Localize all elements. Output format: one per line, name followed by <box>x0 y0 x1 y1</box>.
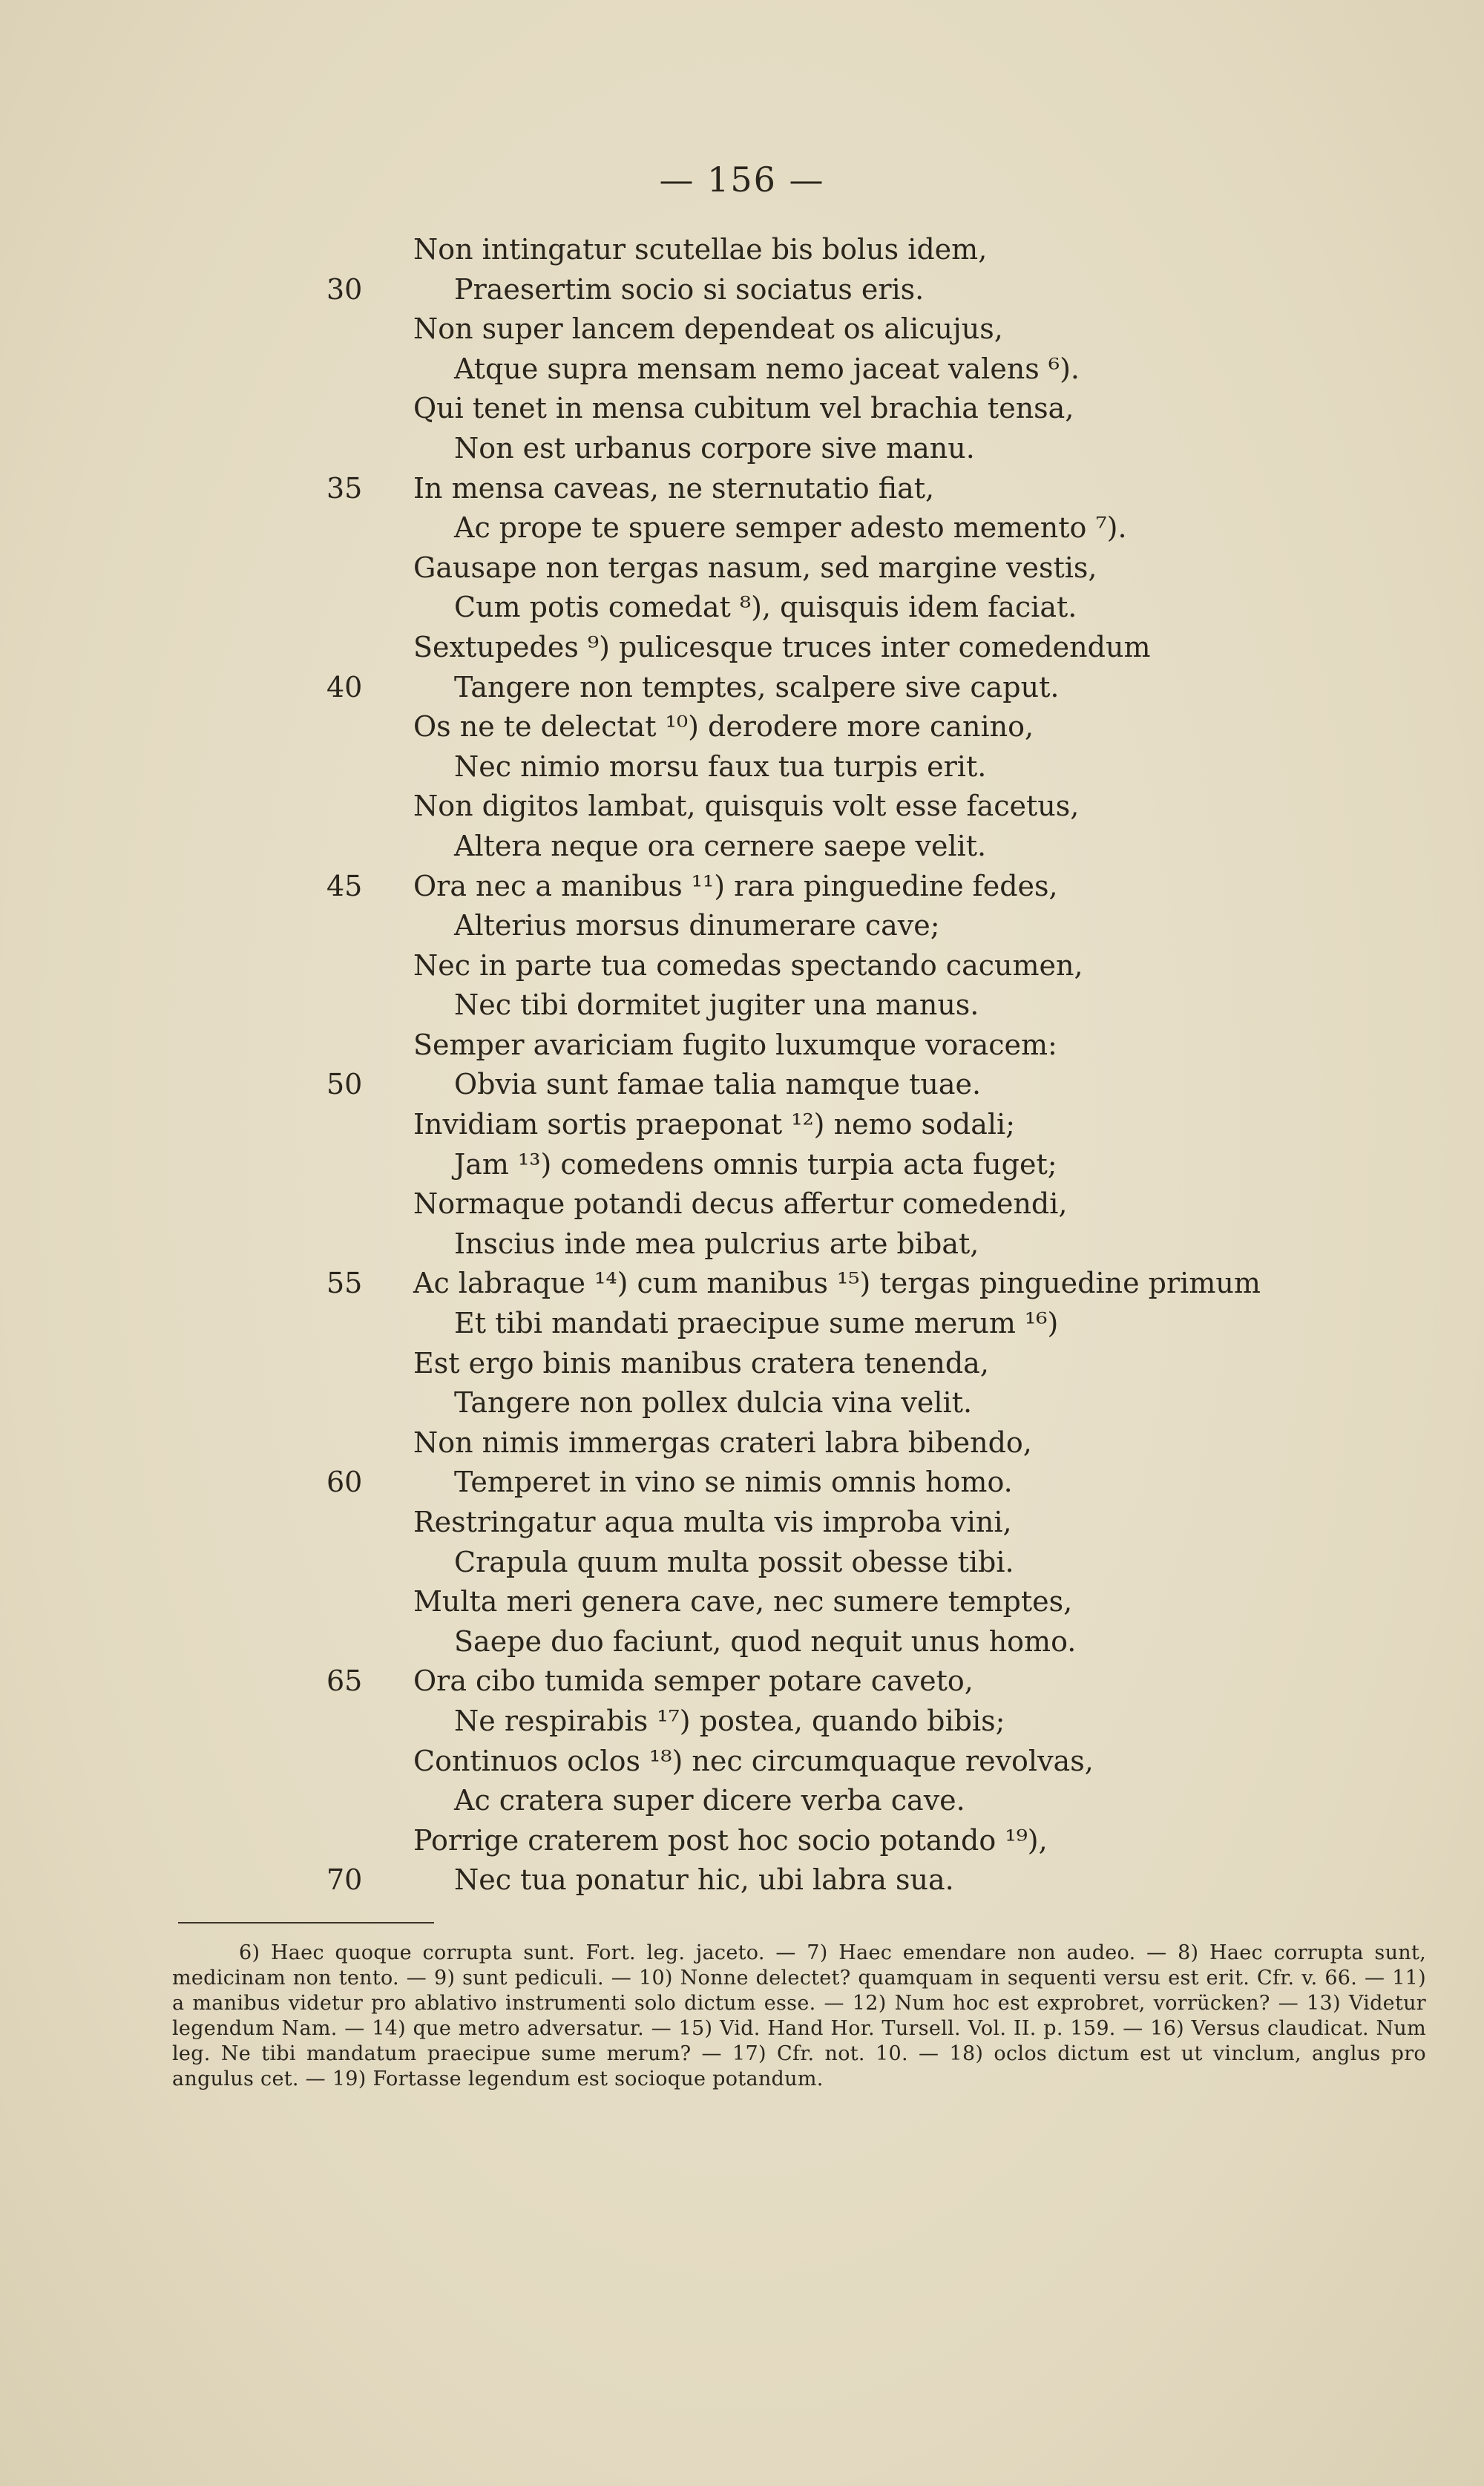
verse-line <box>0 1065 1484 1105</box>
verse-line <box>0 707 1484 747</box>
line-number: 45 <box>326 869 363 902</box>
verse-line <box>0 1423 1484 1463</box>
verse-line <box>0 946 1484 986</box>
footnote-text: 6) Haec quoque corrupta sunt. Fort. leg. jaceto. — 7) Haec emendare non audeo. — 8) Haec corrupta sunt, medicinam non tento. — 9) sunt pediculi. — 10) Nonne delectet? quamquam in sequenti versu est erit. Cfr. v. 66. — 11) a manibus videtur pro ablativo instrumenti solo dictum esse. — 12) Num hoc est exprobret, vorrücken? — 13) Videtur legendum Nam. — 14) que metro adversatur. — 15) Vid. Hand Hor. Tursell. Vol. II. p. 159. — 16) Versus claudicat. Num leg. Ne tibi mandatum praecipue sume merum? — 17) Cfr. not. 10. — 18) oclos dictum est ut vinclum, anglus pro angulus cet. — 19) Fortasse legendum est socioque potandum. <box>172 1941 1426 2090</box>
verse-text: Nec nimio morsu faux tua turpis erit. <box>454 750 987 783</box>
verse-text: Invidiam sortis praeponat ¹²) nemo sodali; <box>413 1108 1016 1141</box>
verse-line <box>0 1344 1484 1384</box>
verse-line <box>0 1662 1484 1702</box>
verse-line <box>0 309 1484 350</box>
line-number: 40 <box>326 670 363 704</box>
verse-text: Ne respirabis ¹⁷) postea, quando bibis; <box>454 1704 1005 1737</box>
verse-line <box>0 1026 1484 1066</box>
verse-text: Ora cibo tumida semper potare caveto, <box>413 1665 974 1698</box>
verse-line <box>0 668 1484 708</box>
verse-line <box>0 1821 1484 1861</box>
verse-text: Nec tibi dormitet jugiter una manus. <box>454 988 979 1022</box>
verse-line <box>0 1264 1484 1304</box>
verse-line <box>0 1781 1484 1821</box>
verse-text: Ora nec a manibus ¹¹) rara pinguedine fedes, <box>413 869 1058 902</box>
verse-line <box>0 1383 1484 1423</box>
line-number: 65 <box>326 1665 363 1698</box>
line-number: 55 <box>326 1267 363 1300</box>
verse-text: Os ne te delectat ¹⁰) derodere more canino, <box>413 710 1034 744</box>
verse-text: Praesertim socio si sociatus eris. <box>454 272 925 306</box>
verse-line <box>0 1304 1484 1344</box>
verse-text: Porrige craterem post hoc socio potando ¹⁹), <box>413 1823 1048 1857</box>
verse-text: Qui tenet in mensa cubitum vel brachia tensa, <box>413 392 1074 425</box>
verse-text: Non intingatur scutellae bis bolus idem, <box>413 233 988 266</box>
footnote-rule <box>178 1922 434 1923</box>
page-number: — 156 — <box>659 160 825 200</box>
verse-text: Non nimis immergas crateri labra bibendo, <box>413 1426 1032 1459</box>
verse-line <box>0 469 1484 509</box>
footnotes <box>172 1941 1426 2092</box>
verse-line <box>0 1860 1484 1900</box>
verse-text: Nec in parte tua comedas spectando cacumen, <box>413 948 1083 982</box>
verse-text: Normaque potandi decus affertur comedendi, <box>413 1187 1068 1221</box>
verse-line <box>0 1145 1484 1185</box>
verse-text: Et tibi mandati praecipue sume merum ¹⁶) <box>454 1307 1059 1340</box>
verse-line <box>0 1105 1484 1145</box>
verse-line <box>0 548 1484 588</box>
verse-text: Multa meri genera cave, nec sumere temptes, <box>413 1585 1073 1618</box>
verse-block <box>0 230 1484 1900</box>
verse-line <box>0 429 1484 469</box>
verse-line <box>0 1224 1484 1265</box>
verse-text: Alterius morsus dinumerare cave; <box>454 909 940 942</box>
verse-line <box>0 350 1484 390</box>
verse-text: Gausape non tergas nasum, sed margine vestis, <box>413 551 1097 584</box>
line-number: 30 <box>326 272 363 306</box>
verse-line <box>0 985 1484 1026</box>
verse-text: Crapula quum multa possit obesse tibi. <box>454 1545 1014 1578</box>
verse-text: Est ergo binis manibus cratera tenenda, <box>413 1346 989 1380</box>
verse-text: Ac cratera super dicere verba cave. <box>454 1784 965 1817</box>
line-number: 60 <box>326 1466 363 1499</box>
verse-line <box>0 1582 1484 1622</box>
verse-line <box>0 1702 1484 1742</box>
verse-text: Inscius inde mea pulcrius arte bibat, <box>454 1227 979 1260</box>
verse-line <box>0 1742 1484 1782</box>
verse-text: Continuos oclos ¹⁸) nec circumquaque revolvas, <box>413 1744 1094 1777</box>
verse-line <box>0 747 1484 787</box>
verse-line <box>0 628 1484 668</box>
verse-text: Non super lancem dependeat os alicujus, <box>413 312 1003 346</box>
verse-text: Ac prope te spuere semper adesto memento ⁷). <box>454 511 1127 545</box>
verse-line <box>0 508 1484 548</box>
verse-line <box>0 787 1484 827</box>
verse-text: Saepe duo faciunt, quod nequit unus homo. <box>454 1624 1077 1658</box>
verse-text: Restringatur aqua multa vis improba vini, <box>413 1506 1012 1538</box>
verse-text: Altera neque ora cernere saepe velit. <box>454 829 987 862</box>
verse-line <box>0 1543 1484 1583</box>
verse-text: Non digitos lambat, quisquis volt esse facetus, <box>413 790 1080 823</box>
verse-line <box>0 867 1484 907</box>
verse-line <box>0 1622 1484 1662</box>
line-number: 50 <box>326 1068 363 1101</box>
verse-line <box>0 827 1484 867</box>
verse-text: Tangere non temptes, scalpere sive caput. <box>454 670 1060 704</box>
verse-text: Obvia sunt famae talia namque tuae. <box>454 1068 982 1101</box>
verse-line <box>0 230 1484 270</box>
verse-text: Cum potis comedat ⁸), quisquis idem faciat. <box>454 591 1077 624</box>
verse-text: Jam ¹³) comedens omnis turpia acta fuget; <box>454 1147 1057 1181</box>
verse-text: Nec tua ponatur hic, ubi labra sua. <box>454 1863 954 1897</box>
verse-line <box>0 906 1484 946</box>
verse-text: Temperet in vino se nimis omnis homo. <box>454 1466 1013 1499</box>
verse-line <box>0 1503 1484 1543</box>
verse-text: Non est urbanus corpore sive manu. <box>454 431 975 465</box>
verse-text: Sextupedes ⁹) pulicesque truces inter comedendum <box>413 630 1151 663</box>
verse-text: Ac labraque ¹⁴) cum manibus ¹⁵) tergas pinguedine primum <box>413 1267 1261 1300</box>
line-number: 35 <box>326 471 363 505</box>
verse-line <box>0 270 1484 310</box>
verse-line <box>0 389 1484 429</box>
verse-text: Tangere non pollex dulcia vina velit. <box>454 1386 973 1420</box>
verse-text: Semper avariciam fugito luxumque voracem: <box>413 1028 1057 1061</box>
verse-text: Atque supra mensam nemo jaceat valens ⁶). <box>454 352 1080 385</box>
verse-line <box>0 588 1484 628</box>
line-number: 70 <box>326 1863 363 1897</box>
verse-line <box>0 1184 1484 1224</box>
verse-line <box>0 1463 1484 1503</box>
verse-text: In mensa caveas, ne sternutatio fiat, <box>413 471 935 505</box>
